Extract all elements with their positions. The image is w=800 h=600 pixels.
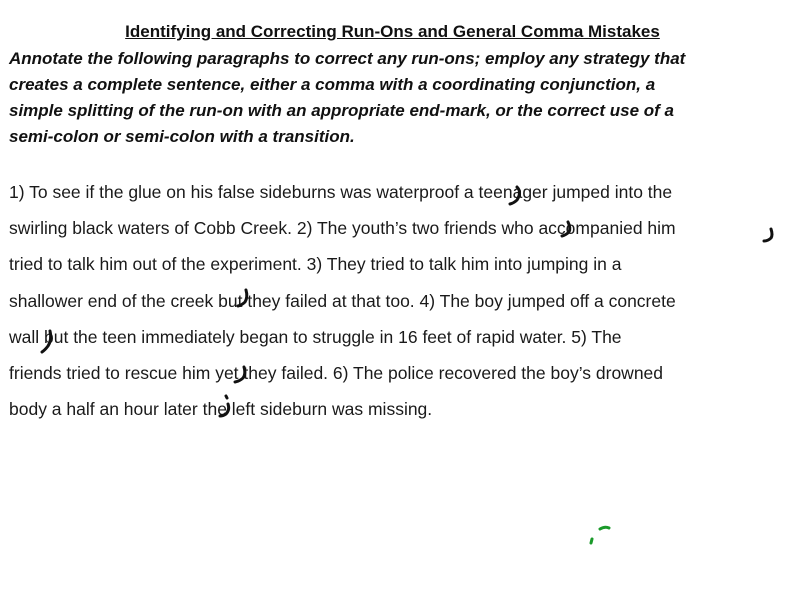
instructions-line: simple splitting of the run-on with an appropriate end-mark, or the correct use of a — [9, 101, 674, 120]
stray-green-mark-b — [591, 539, 592, 543]
passage-line: 1) To see if the glue on his false sideburns was waterproof a teenager jumped into the — [9, 182, 673, 202]
stray-green-mark-a — [600, 527, 609, 529]
passage-line: swirling black waters of Cobb Creek. 2) The youth’s two friends who accompanied him — [9, 218, 676, 239]
instructions-line: creates a complete sentence, either a comma with a coordinating conjunction, a — [9, 75, 656, 94]
instructions-block — [9, 46, 784, 150]
passage-line: shallower end of the creek but they failed at that too. 4) The boy jumped off a concrete — [9, 290, 676, 311]
passage-text — [9, 174, 799, 427]
passage-line: wall but the teen immediately began to struggle in 16 feet of rapid water. 5) The — [9, 326, 622, 347]
instructions-line: semi-colon or semi-colon with a transition. — [9, 127, 355, 146]
passage-line: body a half an hour later the left sideburn was missing. — [9, 399, 433, 420]
worksheet-title: Identifying and Correcting Run-Ons and General Comma Mistakes — [125, 22, 660, 41]
passage-line: tried to talk him out of the experiment. 3) They tried to talk him into jumping in a — [9, 254, 622, 275]
instructions-line: Annotate the following paragraphs to correct any run-ons; employ any strategy that — [9, 49, 686, 68]
passage-line: friends tried to rescue him yet they failed. 6) The police recovered the boy’s drowned — [9, 363, 664, 384]
